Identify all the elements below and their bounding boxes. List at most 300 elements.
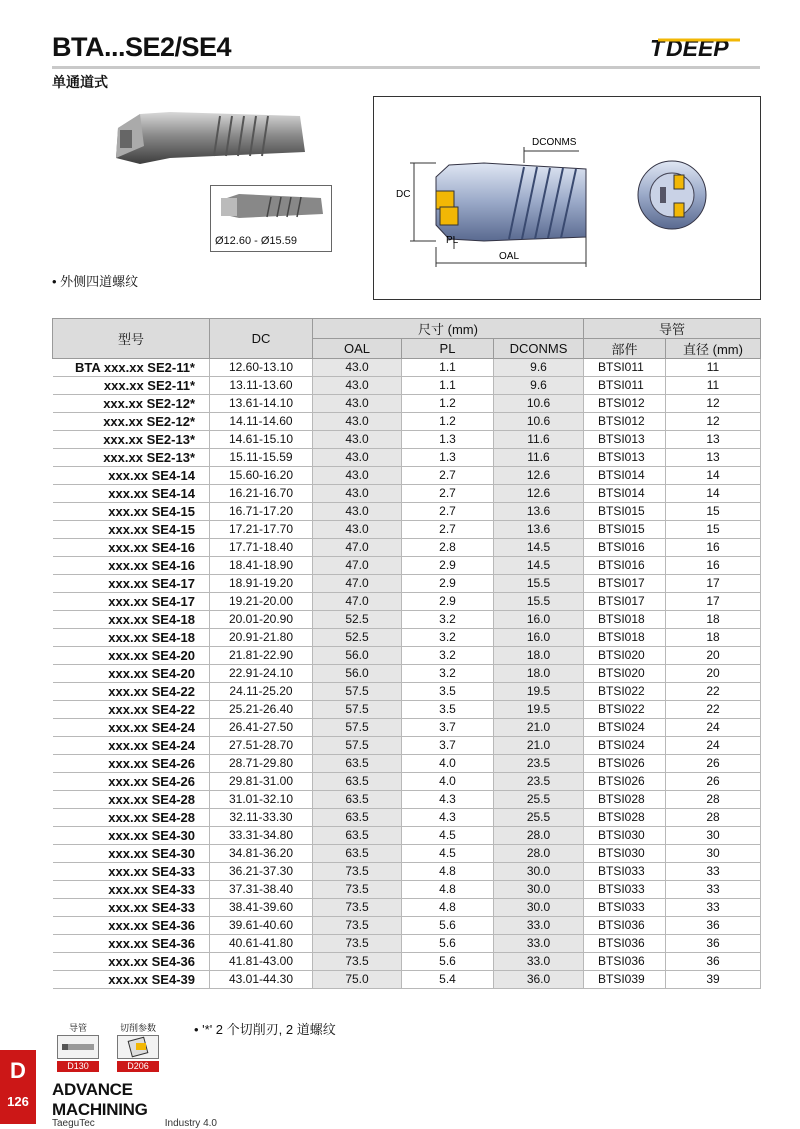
cell-oal: 63.5 — [313, 845, 402, 863]
cell-pl: 2.7 — [402, 503, 494, 521]
ref-cutting-data[interactable] — [116, 1021, 160, 1073]
table-row — [53, 737, 761, 755]
cell-oal: 52.5 — [313, 611, 402, 629]
cell-part: BTSI016 — [584, 557, 666, 575]
cell-dconms: 13.6 — [494, 503, 584, 521]
cell-diam: 15 — [666, 503, 761, 521]
cell-oal: 43.0 — [313, 467, 402, 485]
cell-pl: 3.2 — [402, 611, 494, 629]
footer-main: ADVANCE MACHINING — [52, 1080, 148, 1119]
cell-pl: 4.8 — [402, 881, 494, 899]
ref-cutting-caption: 切削参数 — [119, 1023, 156, 1033]
cell-dconms: 30.0 — [494, 881, 584, 899]
cell-dc: 18.91-19.20 — [210, 575, 313, 593]
feature-note: • 外侧四道螺纹 — [52, 274, 139, 289]
cell-dconms: 23.5 — [494, 773, 584, 791]
pl-label: PL — [446, 235, 459, 246]
cell-diam: 20 — [666, 665, 761, 683]
cell-model: xxx.xx SE4-26 — [53, 755, 210, 773]
page-title: BTA...SE2/SE4 — [52, 32, 232, 62]
cell-diam: 13 — [666, 431, 761, 449]
cell-oal: 63.5 — [313, 773, 402, 791]
cell-oal: 43.0 — [313, 377, 402, 395]
cell-diam: 30 — [666, 845, 761, 863]
cell-model: xxx.xx SE4-26 — [53, 773, 210, 791]
cell-pl: 1.1 — [402, 359, 494, 377]
cell-dc: 33.31-34.80 — [210, 827, 313, 845]
cell-model: xxx.xx SE4-28 — [53, 791, 210, 809]
table-row — [53, 755, 761, 773]
cell-diam: 22 — [666, 701, 761, 719]
cell-part: BTSI011 — [584, 359, 666, 377]
header-guide: 导管 — [584, 319, 761, 339]
cell-part: BTSI013 — [584, 431, 666, 449]
cell-diam: 11 — [666, 359, 761, 377]
ref-guide-caption: 导管 — [68, 1023, 87, 1033]
table-row — [53, 611, 761, 629]
table-row — [53, 845, 761, 863]
cell-dc: 24.11-25.20 — [210, 683, 313, 701]
cell-oal: 63.5 — [313, 755, 402, 773]
cell-part: BTSI030 — [584, 845, 666, 863]
cell-part: BTSI036 — [584, 953, 666, 971]
cell-part: BTSI024 — [584, 719, 666, 737]
cell-part: BTSI039 — [584, 971, 666, 989]
cell-dc: 41.81-43.00 — [210, 953, 313, 971]
cell-pl: 3.7 — [402, 719, 494, 737]
cell-pl: 5.6 — [402, 917, 494, 935]
cell-oal: 43.0 — [313, 503, 402, 521]
cell-pl: 2.9 — [402, 575, 494, 593]
cell-pl: 5.4 — [402, 971, 494, 989]
cell-part: BTSI018 — [584, 629, 666, 647]
cell-part: BTSI020 — [584, 647, 666, 665]
cell-diam: 14 — [666, 485, 761, 503]
section-letter: D — [10, 1058, 26, 1083]
cell-dconms: 12.6 — [494, 485, 584, 503]
tool-photo — [110, 100, 310, 180]
cell-part: BTSI013 — [584, 449, 666, 467]
cell-dc: 14.11-14.60 — [210, 413, 313, 431]
cell-diam: 20 — [666, 647, 761, 665]
cell-model: xxx.xx SE4-18 — [53, 629, 210, 647]
cell-pl: 3.5 — [402, 683, 494, 701]
dconms-label: DCONMS — [532, 137, 577, 148]
cell-dconms: 11.6 — [494, 431, 584, 449]
cell-model: xxx.xx SE4-33 — [53, 899, 210, 917]
cell-dconms: 30.0 — [494, 863, 584, 881]
cell-model: xxx.xx SE4-20 — [53, 647, 210, 665]
cell-part: BTSI015 — [584, 521, 666, 539]
page-number: 126 — [7, 1094, 29, 1109]
cell-diam: 36 — [666, 917, 761, 935]
inset-label: Ø12.60 - Ø15.59 — [215, 235, 297, 247]
cell-dconms: 12.6 — [494, 467, 584, 485]
svg-text:T: T — [650, 35, 665, 61]
cell-oal: 73.5 — [313, 953, 402, 971]
cell-oal: 43.0 — [313, 395, 402, 413]
table-row — [53, 521, 761, 539]
title-rule — [52, 66, 760, 69]
header-dconms: DCONMS — [494, 339, 584, 359]
cell-pl: 4.3 — [402, 791, 494, 809]
cell-oal: 47.0 — [313, 575, 402, 593]
cell-part: BTSI011 — [584, 377, 666, 395]
cell-dconms: 11.6 — [494, 449, 584, 467]
cell-diam: 28 — [666, 791, 761, 809]
cell-dc: 28.71-29.80 — [210, 755, 313, 773]
cell-dc: 25.21-26.40 — [210, 701, 313, 719]
cell-part: BTSI014 — [584, 467, 666, 485]
cell-pl: 4.0 — [402, 773, 494, 791]
cell-oal: 43.0 — [313, 413, 402, 431]
cell-oal: 47.0 — [313, 539, 402, 557]
cell-model: xxx.xx SE4-22 — [53, 701, 210, 719]
cell-part: BTSI015 — [584, 503, 666, 521]
table-row — [53, 719, 761, 737]
cell-diam: 17 — [666, 593, 761, 611]
header-dc: DC — [210, 319, 313, 359]
cell-oal: 56.0 — [313, 647, 402, 665]
table-row — [53, 917, 761, 935]
cell-oal: 57.5 — [313, 737, 402, 755]
cell-dconms: 18.0 — [494, 647, 584, 665]
footer-tagline: Industry 4.0 — [164, 1118, 217, 1129]
table-row — [53, 683, 761, 701]
cell-model: xxx.xx SE2-13* — [53, 449, 210, 467]
cell-part: BTSI036 — [584, 917, 666, 935]
cell-oal: 73.5 — [313, 935, 402, 953]
cell-dconms: 25.5 — [494, 791, 584, 809]
cell-model: xxx.xx SE4-28 — [53, 809, 210, 827]
cell-part: BTSI014 — [584, 485, 666, 503]
table-row — [53, 881, 761, 899]
cell-model: xxx.xx SE4-16 — [53, 539, 210, 557]
cell-dc: 15.60-16.20 — [210, 467, 313, 485]
cell-dconms: 9.6 — [494, 359, 584, 377]
table-row — [53, 467, 761, 485]
cell-pl: 4.8 — [402, 863, 494, 881]
cell-oal: 57.5 — [313, 719, 402, 737]
cell-diam: 39 — [666, 971, 761, 989]
cell-dc: 17.21-17.70 — [210, 521, 313, 539]
cell-model: xxx.xx SE4-14 — [53, 467, 210, 485]
table-row — [53, 863, 761, 881]
cell-dc: 32.11-33.30 — [210, 809, 313, 827]
table-row — [53, 827, 761, 845]
cell-pl: 1.2 — [402, 413, 494, 431]
cell-dc: 17.71-18.40 — [210, 539, 313, 557]
cell-part: BTSI020 — [584, 665, 666, 683]
cell-pl: 4.5 — [402, 827, 494, 845]
section-tab — [0, 1050, 36, 1124]
table-row — [53, 593, 761, 611]
table-row — [53, 953, 761, 971]
cell-diam: 33 — [666, 863, 761, 881]
cell-part: BTSI030 — [584, 827, 666, 845]
cell-oal: 47.0 — [313, 557, 402, 575]
cell-oal: 73.5 — [313, 881, 402, 899]
cell-oal: 43.0 — [313, 449, 402, 467]
cell-dconms: 15.5 — [494, 593, 584, 611]
table-row — [53, 557, 761, 575]
cell-diam: 26 — [666, 773, 761, 791]
table-row — [53, 629, 761, 647]
cell-model: xxx.xx SE4-15 — [53, 521, 210, 539]
cell-dc: 21.81-22.90 — [210, 647, 313, 665]
ref-guide[interactable] — [56, 1021, 100, 1073]
cell-dconms: 30.0 — [494, 899, 584, 917]
cell-part: BTSI026 — [584, 773, 666, 791]
oal-label: OAL — [499, 251, 520, 262]
cell-pl: 2.9 — [402, 557, 494, 575]
cell-model: xxx.xx SE4-22 — [53, 683, 210, 701]
cell-model: xxx.xx SE4-33 — [53, 881, 210, 899]
table-row — [53, 485, 761, 503]
cell-oal: 63.5 — [313, 809, 402, 827]
cell-oal: 73.5 — [313, 863, 402, 881]
inset-photo — [210, 185, 332, 252]
cell-part: BTSI022 — [584, 683, 666, 701]
header-diameter: 直径 (mm) — [666, 339, 761, 359]
cell-dconms: 21.0 — [494, 719, 584, 737]
cell-pl: 2.8 — [402, 539, 494, 557]
cell-oal: 56.0 — [313, 665, 402, 683]
cell-dc: 20.01-20.90 — [210, 611, 313, 629]
cell-pl: 1.2 — [402, 395, 494, 413]
cell-pl: 2.7 — [402, 521, 494, 539]
dc-label: DC — [396, 189, 411, 200]
cell-dconms: 14.5 — [494, 557, 584, 575]
cell-dc: 31.01-32.10 — [210, 791, 313, 809]
cell-model: xxx.xx SE2-11* — [53, 377, 210, 395]
cell-pl: 1.1 — [402, 377, 494, 395]
cell-pl: 5.6 — [402, 935, 494, 953]
table-row — [53, 539, 761, 557]
cell-dconms: 28.0 — [494, 845, 584, 863]
cell-part: BTSI033 — [584, 899, 666, 917]
ref-cutting-page: D206 — [117, 1061, 159, 1072]
cell-dc: 16.21-16.70 — [210, 485, 313, 503]
cell-pl: 4.8 — [402, 899, 494, 917]
cell-oal: 43.0 — [313, 431, 402, 449]
cell-dconms: 36.0 — [494, 971, 584, 989]
header-oal: OAL — [313, 339, 402, 359]
cell-dc: 19.21-20.00 — [210, 593, 313, 611]
header-dimensions: 尺寸 (mm) — [313, 319, 584, 339]
table-row — [53, 701, 761, 719]
table-row — [53, 431, 761, 449]
cell-model: xxx.xx SE4-17 — [53, 575, 210, 593]
cell-pl: 3.5 — [402, 701, 494, 719]
cell-part: BTSI024 — [584, 737, 666, 755]
cutting-data-icon — [117, 1035, 159, 1059]
table-row — [53, 359, 761, 377]
cell-dconms: 9.6 — [494, 377, 584, 395]
cell-part: BTSI012 — [584, 395, 666, 413]
cell-part: BTSI018 — [584, 611, 666, 629]
cell-part: BTSI026 — [584, 755, 666, 773]
cell-dconms: 33.0 — [494, 953, 584, 971]
cell-model: xxx.xx SE4-30 — [53, 827, 210, 845]
table-row — [53, 413, 761, 431]
cell-diam: 36 — [666, 953, 761, 971]
cell-pl: 1.3 — [402, 449, 494, 467]
cell-diam: 22 — [666, 683, 761, 701]
cell-pl: 2.7 — [402, 467, 494, 485]
cell-dconms: 33.0 — [494, 917, 584, 935]
cell-oal: 57.5 — [313, 701, 402, 719]
footer-logo — [52, 1080, 222, 1129]
cell-diam: 28 — [666, 809, 761, 827]
cell-dc: 20.91-21.80 — [210, 629, 313, 647]
spec-table — [52, 318, 761, 989]
table-row — [53, 665, 761, 683]
cell-dconms: 10.6 — [494, 395, 584, 413]
cell-model: xxx.xx SE4-36 — [53, 953, 210, 971]
cell-dc: 29.81-31.00 — [210, 773, 313, 791]
cell-oal: 63.5 — [313, 827, 402, 845]
cell-model: xxx.xx SE4-15 — [53, 503, 210, 521]
cell-diam: 12 — [666, 413, 761, 431]
cell-diam: 33 — [666, 899, 761, 917]
cell-dc: 34.81-36.20 — [210, 845, 313, 863]
cell-dc: 40.61-41.80 — [210, 935, 313, 953]
cell-dc: 37.31-38.40 — [210, 881, 313, 899]
table-row — [53, 899, 761, 917]
dimension-diagram — [373, 96, 761, 300]
cell-pl: 1.3 — [402, 431, 494, 449]
header-model: 型号 — [53, 319, 210, 359]
cell-diam: 13 — [666, 449, 761, 467]
cell-dc: 16.71-17.20 — [210, 503, 313, 521]
cell-oal: 73.5 — [313, 899, 402, 917]
cell-dconms: 33.0 — [494, 935, 584, 953]
cell-part: BTSI033 — [584, 863, 666, 881]
cell-diam: 36 — [666, 935, 761, 953]
cell-diam: 12 — [666, 395, 761, 413]
table-row — [53, 449, 761, 467]
cell-pl: 2.9 — [402, 593, 494, 611]
header-part: 部件 — [584, 339, 666, 359]
cell-dc: 14.61-15.10 — [210, 431, 313, 449]
cell-dc: 13.61-14.10 — [210, 395, 313, 413]
cell-dconms: 15.5 — [494, 575, 584, 593]
cell-model: xxx.xx SE4-16 — [53, 557, 210, 575]
cell-diam: 26 — [666, 755, 761, 773]
cell-pl: 3.2 — [402, 629, 494, 647]
cell-model: xxx.xx SE4-14 — [53, 485, 210, 503]
cell-model: xxx.xx SE4-30 — [53, 845, 210, 863]
cell-dconms: 25.5 — [494, 809, 584, 827]
cell-part: BTSI012 — [584, 413, 666, 431]
small-tool-icon — [211, 186, 329, 232]
cell-diam: 33 — [666, 881, 761, 899]
cell-model: xxx.xx SE4-17 — [53, 593, 210, 611]
cell-model: xxx.xx SE4-18 — [53, 611, 210, 629]
cell-diam: 17 — [666, 575, 761, 593]
cell-diam: 24 — [666, 737, 761, 755]
table-row — [53, 791, 761, 809]
cell-oal: 43.0 — [313, 359, 402, 377]
cell-oal: 43.0 — [313, 485, 402, 503]
header-pl: PL — [402, 339, 494, 359]
cell-model: xxx.xx SE2-12* — [53, 395, 210, 413]
cell-dc: 15.11-15.59 — [210, 449, 313, 467]
footnote: • '*' 2 个切削刃, 2 道螺纹 — [194, 1022, 336, 1037]
table-row — [53, 809, 761, 827]
cell-pl: 4.5 — [402, 845, 494, 863]
cell-dconms: 13.6 — [494, 521, 584, 539]
cell-dc: 38.41-39.60 — [210, 899, 313, 917]
cell-model: BTA xxx.xx SE2-11* — [53, 359, 210, 377]
cell-oal: 75.0 — [313, 971, 402, 989]
cell-model: xxx.xx SE4-24 — [53, 737, 210, 755]
cell-dc: 43.01-44.30 — [210, 971, 313, 989]
cell-oal: 43.0 — [313, 521, 402, 539]
cell-diam: 16 — [666, 557, 761, 575]
table-row — [53, 395, 761, 413]
cell-oal: 47.0 — [313, 593, 402, 611]
cell-dconms: 16.0 — [494, 611, 584, 629]
cell-part: BTSI028 — [584, 809, 666, 827]
cell-oal: 63.5 — [313, 791, 402, 809]
cell-pl: 4.0 — [402, 755, 494, 773]
cell-model: xxx.xx SE4-33 — [53, 863, 210, 881]
cell-dconms: 16.0 — [494, 629, 584, 647]
ref-guide-page: D130 — [57, 1061, 99, 1072]
svg-text:DEEP: DEEP — [666, 35, 729, 61]
cell-diam: 15 — [666, 521, 761, 539]
cell-part: BTSI033 — [584, 881, 666, 899]
cell-dconms: 10.6 — [494, 413, 584, 431]
cell-dconms: 23.5 — [494, 755, 584, 773]
table-row — [53, 503, 761, 521]
cell-pl: 3.2 — [402, 647, 494, 665]
cell-part: BTSI016 — [584, 539, 666, 557]
cell-dc: 12.60-13.10 — [210, 359, 313, 377]
cell-dconms: 18.0 — [494, 665, 584, 683]
cell-model: xxx.xx SE4-36 — [53, 917, 210, 935]
cell-diam: 14 — [666, 467, 761, 485]
cell-dc: 26.41-27.50 — [210, 719, 313, 737]
table-row — [53, 575, 761, 593]
cell-part: BTSI036 — [584, 935, 666, 953]
cell-diam: 18 — [666, 611, 761, 629]
cell-model: xxx.xx SE4-24 — [53, 719, 210, 737]
footer-company: TaeguTec — [52, 1118, 95, 1129]
cell-pl: 3.7 — [402, 737, 494, 755]
cell-pl: 2.7 — [402, 485, 494, 503]
table-row — [53, 647, 761, 665]
cell-dc: 36.21-37.30 — [210, 863, 313, 881]
cell-dc: 22.91-24.10 — [210, 665, 313, 683]
cell-diam: 18 — [666, 629, 761, 647]
cell-dconms: 19.5 — [494, 683, 584, 701]
cell-part: BTSI028 — [584, 791, 666, 809]
cell-model: xxx.xx SE4-39 — [53, 971, 210, 989]
cell-model: xxx.xx SE2-12* — [53, 413, 210, 431]
cell-dconms: 28.0 — [494, 827, 584, 845]
table-row — [53, 377, 761, 395]
cell-oal: 73.5 — [313, 917, 402, 935]
cell-oal: 52.5 — [313, 629, 402, 647]
cell-dc: 39.61-40.60 — [210, 917, 313, 935]
cell-diam: 24 — [666, 719, 761, 737]
cell-model: xxx.xx SE4-36 — [53, 935, 210, 953]
cell-dc: 27.51-28.70 — [210, 737, 313, 755]
cell-pl: 4.3 — [402, 809, 494, 827]
